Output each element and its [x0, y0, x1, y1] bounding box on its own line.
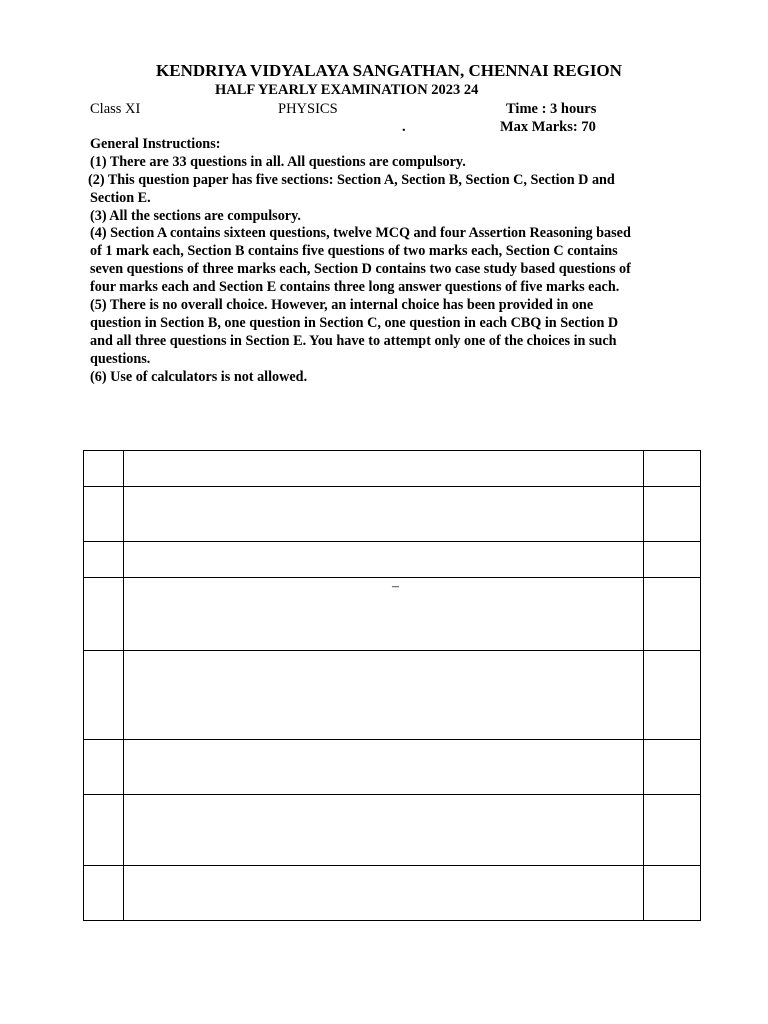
question-table-body [84, 451, 701, 921]
instruction-line: four marks each and Section E contains three long answer questions of five marks each. [90, 279, 620, 296]
question-number-cell [84, 866, 124, 921]
marks-cell [644, 651, 701, 740]
dot-mark: . [402, 119, 406, 135]
instruction-line: (4) Section A contains sixteen questions, twelve MCQ and four Assertion Reasoning based [90, 225, 631, 242]
max-marks-label: Max Marks: 70 [500, 119, 596, 135]
marks-cell [644, 866, 701, 921]
instruction-line: seven questions of three marks each, Section D contains two case study based questions of [90, 261, 631, 278]
general-instructions [90, 136, 680, 386]
exam-subtitle: HALF YEARLY EXAMINATION 2023 24 [215, 82, 479, 98]
marks-cell [644, 451, 701, 487]
table-row [84, 651, 701, 740]
subject-label: PHYSICS [278, 101, 338, 117]
question-text-cell [124, 451, 644, 487]
marks-cell [644, 740, 701, 795]
instruction-line: (2) This question paper has five sections: Section A, Section B, Section C, Section D and [88, 171, 615, 188]
question-text-cell [124, 651, 644, 740]
instruction-line: (5) There is no overall choice. However, an internal choice has been provided in one [90, 297, 594, 314]
instruction-line: Section E. [90, 189, 151, 206]
time-label: Time : 3 hours [506, 101, 597, 117]
class-label: Class XI [90, 101, 141, 117]
table-row [84, 795, 701, 866]
table-row [84, 740, 701, 795]
question-text-cell [124, 578, 644, 651]
instruction-line: question in Section B, one question in Section C, one question in each CBQ in Section D [90, 314, 619, 331]
table-row [84, 542, 701, 578]
question-number-cell [84, 542, 124, 578]
marks-cell [644, 578, 701, 651]
marks-cell [644, 542, 701, 578]
instruction-line: questions. [90, 350, 151, 367]
question-table [83, 450, 701, 921]
exam-title: KENDRIYA VIDYALAYA SANGATHAN, CHENNAI REGION [156, 61, 622, 80]
instruction-line: (3) All the sections are compulsory. [90, 207, 301, 224]
instruction-line: (6) Use of calculators is not allowed. [90, 368, 308, 385]
instruction-line: and all three questions in Section E. You have to attempt only one of the choices in such [90, 332, 617, 349]
question-number-cell [84, 795, 124, 866]
question-text-cell [124, 542, 644, 578]
table-row [84, 451, 701, 487]
question-number-cell [84, 651, 124, 740]
table-row [84, 487, 701, 542]
instruction-line: (1) There are 33 questions in all. All questions are compulsory. [90, 153, 466, 170]
question-text-cell [124, 487, 644, 542]
dash-mark: – [392, 579, 399, 594]
marks-cell [644, 487, 701, 542]
table-row [84, 578, 701, 651]
question-text-cell [124, 740, 644, 795]
question-text-cell [124, 795, 644, 866]
question-number-cell [84, 740, 124, 795]
question-number-cell [84, 487, 124, 542]
question-number-cell [84, 578, 124, 651]
question-text-cell [124, 866, 644, 921]
marks-cell [644, 795, 701, 866]
question-number-cell [84, 451, 124, 487]
instructions-heading: General Instructions: [90, 136, 221, 152]
table-row [84, 866, 701, 921]
instruction-line: of 1 mark each, Section B contains five questions of two marks each, Section C contains [90, 243, 618, 260]
